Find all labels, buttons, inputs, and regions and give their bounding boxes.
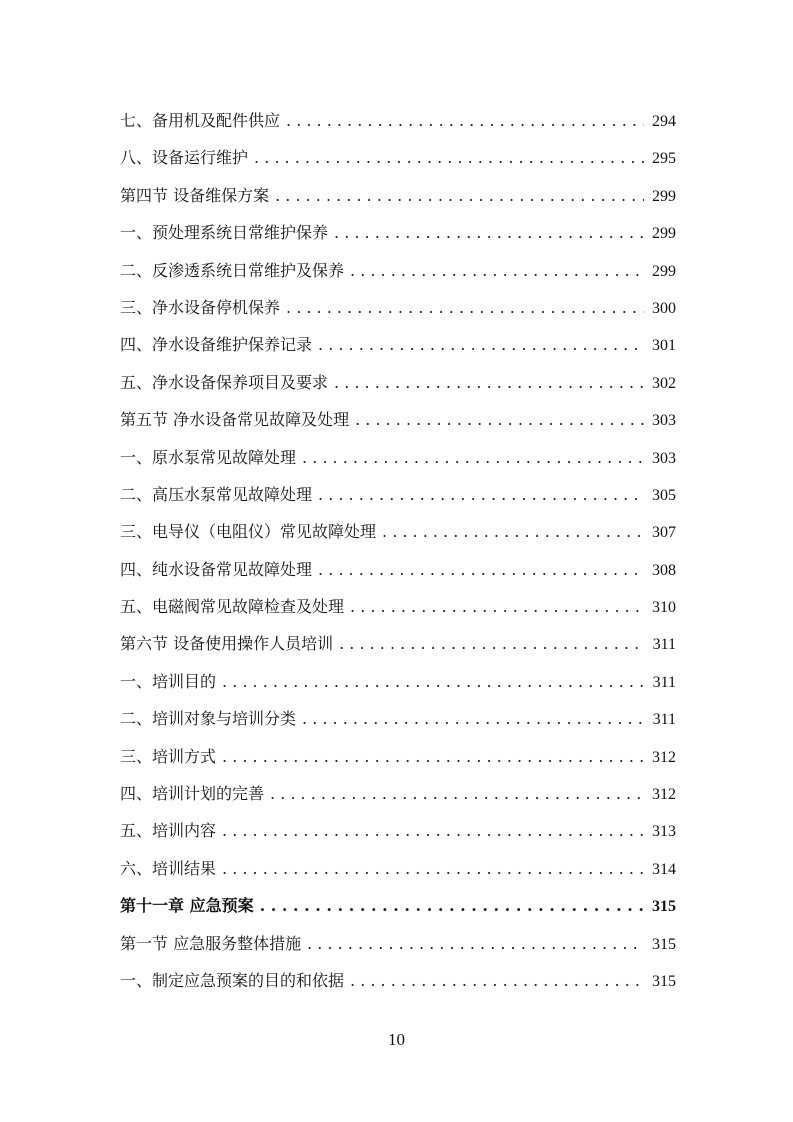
toc-entry-page: 305: [652, 486, 676, 504]
toc-entry[interactable]: [120, 925, 676, 962]
toc-entry-page: 299: [652, 262, 676, 280]
toc-entry-page: 312: [652, 748, 676, 766]
toc-leader-dots: [260, 887, 644, 924]
toc-leader-dots: [318, 476, 644, 513]
toc-entry[interactable]: [120, 476, 676, 513]
toc-entry-page: 311: [652, 636, 676, 654]
toc-entry-page: 311: [652, 673, 676, 691]
toc-entry[interactable]: [120, 102, 676, 139]
toc-entry-title: 第四节 设备维保方案: [120, 185, 270, 205]
table-of-contents: [120, 102, 676, 999]
toc-entry-page: 314: [652, 860, 676, 878]
toc-leader-dots: [286, 102, 644, 139]
toc-entry[interactable]: [120, 775, 676, 812]
toc-entry[interactable]: [120, 214, 676, 251]
toc-entry-title: 三、电导仪（电阻仪）常见故障处理: [120, 522, 377, 542]
toc-entry-page: 300: [652, 299, 676, 317]
toc-entry-title: 第十一章 应急预案: [120, 896, 254, 916]
toc-entry[interactable]: [120, 700, 676, 737]
toc-chapter-entry[interactable]: [120, 887, 676, 924]
toc-entry-page: 315: [652, 898, 676, 916]
toc-entry-title: 四、纯水设备常见故障处理: [120, 559, 313, 579]
toc-entry-title: 四、培训计划的完善: [120, 784, 265, 804]
toc-entry[interactable]: [120, 139, 676, 176]
toc-entry-title: 一、预处理系统日常维护保养: [120, 223, 329, 243]
toc-entry-title: 一、原水泵常见故障处理: [120, 447, 297, 467]
toc-entry-title: 四、净水设备维护保养记录: [120, 335, 313, 355]
toc-entry[interactable]: [120, 252, 676, 289]
toc-entry[interactable]: [120, 513, 676, 550]
toc-entry-title: 六、培训结果: [120, 858, 217, 878]
toc-entry-page: 299: [652, 187, 676, 205]
toc-leader-dots: [270, 775, 644, 812]
toc-entry[interactable]: [120, 364, 676, 401]
toc-entry-title: 五、培训内容: [120, 821, 217, 841]
toc-leader-dots: [382, 513, 644, 550]
toc-entry-title: 五、净水设备保养项目及要求: [120, 372, 329, 392]
toc-entry-page: 299: [652, 225, 676, 243]
toc-leader-dots: [334, 214, 644, 251]
toc-leader-dots: [350, 962, 644, 999]
toc-entry-page: 313: [652, 823, 676, 841]
toc-entry[interactable]: [120, 962, 676, 999]
toc-leader-dots: [254, 139, 644, 176]
toc-entry-page: 307: [652, 524, 676, 542]
toc-entry[interactable]: [120, 812, 676, 849]
toc-entry[interactable]: [120, 177, 676, 214]
toc-entry[interactable]: [120, 439, 676, 476]
toc-entry-page: 308: [652, 561, 676, 579]
toc-entry-page: 315: [652, 935, 676, 953]
toc-entry[interactable]: [120, 738, 676, 775]
toc-entry-title: 二、反渗透系统日常维护及保养: [120, 260, 345, 280]
toc-leader-dots: [339, 625, 644, 662]
toc-leader-dots: [286, 289, 644, 326]
toc-leader-dots: [350, 252, 644, 289]
toc-entry-title: 二、高压水泵常见故障处理: [120, 484, 313, 504]
toc-leader-dots: [222, 812, 644, 849]
toc-entry-title: 八、设备运行维护: [120, 148, 249, 168]
toc-entry-page: 294: [652, 113, 676, 130]
toc-entry[interactable]: [120, 663, 676, 700]
toc-entry-page: 301: [652, 337, 676, 355]
toc-leader-dots: [302, 700, 644, 737]
toc-entry[interactable]: [120, 289, 676, 326]
toc-entry-page: 303: [652, 449, 676, 467]
toc-entry-title: 一、制定应急预案的目的和依据: [120, 970, 345, 990]
page-number: 10: [388, 1030, 405, 1049]
toc-entry[interactable]: [120, 588, 676, 625]
toc-entry-page: 303: [652, 412, 676, 430]
toc-leader-dots: [222, 738, 644, 775]
toc-leader-dots: [222, 850, 644, 887]
toc-leader-dots: [334, 364, 644, 401]
toc-entry-title: 第五节 净水设备常见故障及处理: [120, 410, 350, 430]
toc-entry-page: 315: [652, 972, 676, 990]
toc-entry-title: 三、净水设备停机保养: [120, 297, 281, 317]
toc-entry-title: 第一节 应急服务整体措施: [120, 933, 302, 953]
toc-entry-title: 一、培训目的: [120, 671, 217, 691]
toc-entry-title: 第六节 设备使用操作人员培训: [120, 634, 334, 654]
toc-leader-dots: [222, 663, 644, 700]
toc-entry-title: 五、电磁阀常见故障检查及处理: [120, 597, 345, 617]
toc-entry[interactable]: [120, 850, 676, 887]
toc-entry-title: 二、培训对象与培训分类: [120, 709, 297, 729]
toc-entry[interactable]: [120, 401, 676, 438]
toc-entry[interactable]: [120, 551, 676, 588]
toc-entry-page: 312: [652, 786, 676, 804]
toc-leader-dots: [318, 326, 644, 363]
toc-entry[interactable]: [120, 625, 676, 662]
toc-leader-dots: [302, 439, 644, 476]
toc-entry-page: 311: [652, 711, 676, 729]
toc-entry-page: 295: [652, 150, 676, 168]
toc-entry-title: 七、备用机及配件供应: [120, 111, 281, 130]
toc-entry-page: 310: [652, 599, 676, 617]
toc-leader-dots: [307, 925, 644, 962]
toc-leader-dots: [355, 401, 644, 438]
toc-entry-page: 302: [652, 374, 676, 392]
toc-leader-dots: [350, 588, 644, 625]
toc-leader-dots: [275, 177, 644, 214]
toc-leader-dots: [318, 551, 644, 588]
toc-entry[interactable]: [120, 326, 676, 363]
toc-entry-title: 三、培训方式: [120, 746, 217, 766]
